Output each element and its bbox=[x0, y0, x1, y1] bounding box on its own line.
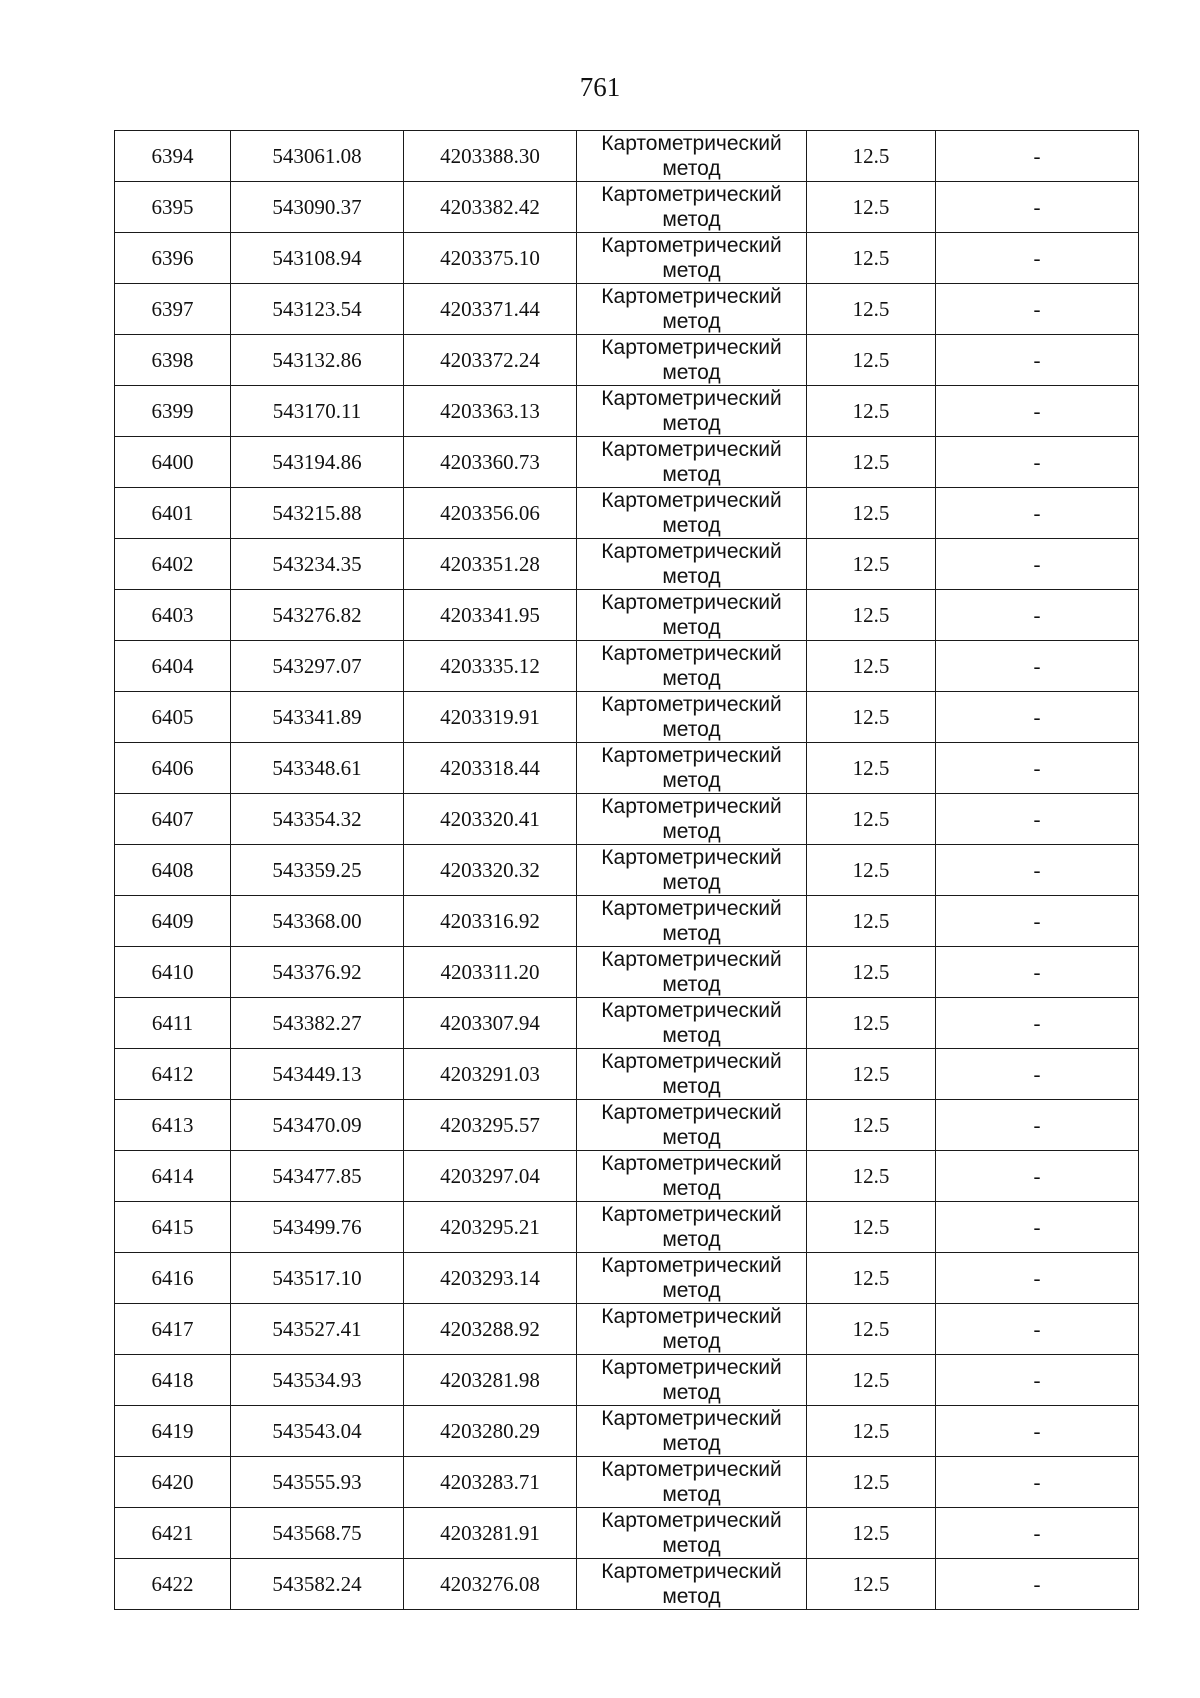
point-number-cell: 6407 bbox=[115, 794, 231, 845]
method-line-2: метод bbox=[662, 1228, 721, 1251]
x-coordinate-cell: 543341.89 bbox=[231, 692, 404, 743]
point-number-cell: 6396 bbox=[115, 233, 231, 284]
table-row bbox=[115, 1100, 1139, 1151]
note-cell: - bbox=[936, 743, 1139, 794]
x-coordinate-cell: 543527.41 bbox=[231, 1304, 404, 1355]
note-cell: - bbox=[936, 1151, 1139, 1202]
note-cell: - bbox=[936, 641, 1139, 692]
method-line-2: метод bbox=[662, 310, 721, 333]
table-row bbox=[115, 845, 1139, 896]
method-line-1: Картометрический bbox=[601, 183, 782, 206]
method-line-2: метод bbox=[662, 1585, 721, 1608]
table-row bbox=[115, 386, 1139, 437]
note-cell: - bbox=[936, 1100, 1139, 1151]
note-cell: - bbox=[936, 284, 1139, 335]
y-coordinate-cell: 4203382.42 bbox=[404, 182, 577, 233]
table-row bbox=[115, 590, 1139, 641]
note-cell: - bbox=[936, 998, 1139, 1049]
note-cell: - bbox=[936, 1355, 1139, 1406]
point-number-cell: 6409 bbox=[115, 896, 231, 947]
method-cell bbox=[577, 182, 807, 233]
table-row bbox=[115, 947, 1139, 998]
method-line-1: Картометрический bbox=[601, 336, 782, 359]
accuracy-cell: 12.5 bbox=[807, 539, 936, 590]
method-line-1: Картометрический bbox=[601, 1356, 782, 1379]
point-number-cell: 6408 bbox=[115, 845, 231, 896]
method-line-2: метод bbox=[662, 1381, 721, 1404]
table-row bbox=[115, 794, 1139, 845]
note-cell: - bbox=[936, 1457, 1139, 1508]
point-number-cell: 6417 bbox=[115, 1304, 231, 1355]
table-row bbox=[115, 182, 1139, 233]
x-coordinate-cell: 543215.88 bbox=[231, 488, 404, 539]
x-coordinate-cell: 543194.86 bbox=[231, 437, 404, 488]
method-line-1: Картометрический bbox=[601, 285, 782, 308]
method-line-1: Картометрический bbox=[601, 1458, 782, 1481]
table-row bbox=[115, 1406, 1139, 1457]
point-number-cell: 6412 bbox=[115, 1049, 231, 1100]
point-number-cell: 6420 bbox=[115, 1457, 231, 1508]
table-row bbox=[115, 896, 1139, 947]
x-coordinate-cell: 543276.82 bbox=[231, 590, 404, 641]
method-cell bbox=[577, 386, 807, 437]
point-number-cell: 6418 bbox=[115, 1355, 231, 1406]
method-cell bbox=[577, 947, 807, 998]
method-line-2: метод bbox=[662, 1483, 721, 1506]
accuracy-cell: 12.5 bbox=[807, 590, 936, 641]
coordinates-table-body bbox=[115, 131, 1139, 1610]
table-row bbox=[115, 1202, 1139, 1253]
x-coordinate-cell: 543170.11 bbox=[231, 386, 404, 437]
y-coordinate-cell: 4203307.94 bbox=[404, 998, 577, 1049]
note-cell: - bbox=[936, 488, 1139, 539]
point-number-cell: 6410 bbox=[115, 947, 231, 998]
table-row bbox=[115, 437, 1139, 488]
point-number-cell: 6402 bbox=[115, 539, 231, 590]
method-cell bbox=[577, 233, 807, 284]
x-coordinate-cell: 543382.27 bbox=[231, 998, 404, 1049]
x-coordinate-cell: 543297.07 bbox=[231, 641, 404, 692]
note-cell: - bbox=[936, 539, 1139, 590]
table-row bbox=[115, 131, 1139, 182]
accuracy-cell: 12.5 bbox=[807, 1406, 936, 1457]
method-cell bbox=[577, 641, 807, 692]
x-coordinate-cell: 543499.76 bbox=[231, 1202, 404, 1253]
accuracy-cell: 12.5 bbox=[807, 641, 936, 692]
method-cell bbox=[577, 1151, 807, 1202]
method-cell bbox=[577, 284, 807, 335]
method-cell bbox=[577, 1355, 807, 1406]
y-coordinate-cell: 4203351.28 bbox=[404, 539, 577, 590]
accuracy-cell: 12.5 bbox=[807, 182, 936, 233]
method-cell bbox=[577, 1457, 807, 1508]
note-cell: - bbox=[936, 845, 1139, 896]
accuracy-cell: 12.5 bbox=[807, 1151, 936, 1202]
note-cell: - bbox=[936, 590, 1139, 641]
accuracy-cell: 12.5 bbox=[807, 1508, 936, 1559]
y-coordinate-cell: 4203372.24 bbox=[404, 335, 577, 386]
method-line-1: Картометрический bbox=[601, 1152, 782, 1175]
x-coordinate-cell: 543132.86 bbox=[231, 335, 404, 386]
table-row bbox=[115, 998, 1139, 1049]
point-number-cell: 6422 bbox=[115, 1559, 231, 1610]
x-coordinate-cell: 543368.00 bbox=[231, 896, 404, 947]
point-number-cell: 6399 bbox=[115, 386, 231, 437]
table-row bbox=[115, 1253, 1139, 1304]
method-line-1: Картометрический bbox=[601, 1050, 782, 1073]
method-line-1: Картометрический bbox=[601, 1101, 782, 1124]
x-coordinate-cell: 543477.85 bbox=[231, 1151, 404, 1202]
accuracy-cell: 12.5 bbox=[807, 896, 936, 947]
method-line-2: метод bbox=[662, 1432, 721, 1455]
y-coordinate-cell: 4203311.20 bbox=[404, 947, 577, 998]
y-coordinate-cell: 4203363.13 bbox=[404, 386, 577, 437]
point-number-cell: 6394 bbox=[115, 131, 231, 182]
method-line-1: Картометрический bbox=[601, 846, 782, 869]
method-line-2: метод bbox=[662, 1279, 721, 1302]
method-line-1: Картометрический bbox=[601, 1509, 782, 1532]
accuracy-cell: 12.5 bbox=[807, 1049, 936, 1100]
table-row bbox=[115, 488, 1139, 539]
note-cell: - bbox=[936, 1508, 1139, 1559]
note-cell: - bbox=[936, 131, 1139, 182]
x-coordinate-cell: 543543.04 bbox=[231, 1406, 404, 1457]
y-coordinate-cell: 4203320.32 bbox=[404, 845, 577, 896]
method-line-1: Картометрический bbox=[601, 132, 782, 155]
y-coordinate-cell: 4203280.29 bbox=[404, 1406, 577, 1457]
y-coordinate-cell: 4203375.10 bbox=[404, 233, 577, 284]
accuracy-cell: 12.5 bbox=[807, 1202, 936, 1253]
method-cell bbox=[577, 743, 807, 794]
accuracy-cell: 12.5 bbox=[807, 1304, 936, 1355]
table-row bbox=[115, 539, 1139, 590]
point-number-cell: 6411 bbox=[115, 998, 231, 1049]
x-coordinate-cell: 543568.75 bbox=[231, 1508, 404, 1559]
method-line-2: метод bbox=[662, 157, 721, 180]
point-number-cell: 6414 bbox=[115, 1151, 231, 1202]
y-coordinate-cell: 4203281.98 bbox=[404, 1355, 577, 1406]
method-line-1: Картометрический bbox=[601, 1254, 782, 1277]
point-number-cell: 6395 bbox=[115, 182, 231, 233]
method-cell bbox=[577, 998, 807, 1049]
accuracy-cell: 12.5 bbox=[807, 386, 936, 437]
note-cell: - bbox=[936, 182, 1139, 233]
x-coordinate-cell: 543376.92 bbox=[231, 947, 404, 998]
note-cell: - bbox=[936, 1253, 1139, 1304]
method-line-1: Картометрический bbox=[601, 642, 782, 665]
y-coordinate-cell: 4203295.57 bbox=[404, 1100, 577, 1151]
method-cell bbox=[577, 1100, 807, 1151]
x-coordinate-cell: 543354.32 bbox=[231, 794, 404, 845]
method-line-1: Картометрический bbox=[601, 999, 782, 1022]
method-line-2: метод bbox=[662, 973, 721, 996]
method-line-2: метод bbox=[662, 565, 721, 588]
point-number-cell: 6416 bbox=[115, 1253, 231, 1304]
method-line-2: метод bbox=[662, 616, 721, 639]
table-row bbox=[115, 1559, 1139, 1610]
accuracy-cell: 12.5 bbox=[807, 335, 936, 386]
table-row bbox=[115, 1151, 1139, 1202]
note-cell: - bbox=[936, 692, 1139, 743]
method-line-2: метод bbox=[662, 208, 721, 231]
method-line-2: метод bbox=[662, 1075, 721, 1098]
method-cell bbox=[577, 1304, 807, 1355]
table-row bbox=[115, 641, 1139, 692]
note-cell: - bbox=[936, 1304, 1139, 1355]
method-line-1: Картометрический bbox=[601, 693, 782, 716]
point-number-cell: 6400 bbox=[115, 437, 231, 488]
method-cell bbox=[577, 1049, 807, 1100]
accuracy-cell: 12.5 bbox=[807, 1457, 936, 1508]
note-cell: - bbox=[936, 794, 1139, 845]
y-coordinate-cell: 4203318.44 bbox=[404, 743, 577, 794]
method-line-1: Картометрический bbox=[601, 1305, 782, 1328]
y-coordinate-cell: 4203293.14 bbox=[404, 1253, 577, 1304]
method-cell bbox=[577, 539, 807, 590]
note-cell: - bbox=[936, 947, 1139, 998]
x-coordinate-cell: 543555.93 bbox=[231, 1457, 404, 1508]
note-cell: - bbox=[936, 896, 1139, 947]
table-row bbox=[115, 1304, 1139, 1355]
method-line-2: метод bbox=[662, 1534, 721, 1557]
note-cell: - bbox=[936, 233, 1139, 284]
table-row bbox=[115, 233, 1139, 284]
x-coordinate-cell: 543090.37 bbox=[231, 182, 404, 233]
y-coordinate-cell: 4203276.08 bbox=[404, 1559, 577, 1610]
method-line-2: метод bbox=[662, 1330, 721, 1353]
accuracy-cell: 12.5 bbox=[807, 1100, 936, 1151]
method-line-2: метод bbox=[662, 361, 721, 384]
method-cell bbox=[577, 845, 807, 896]
coordinates-table bbox=[114, 130, 1139, 1610]
method-line-1: Картометрический bbox=[601, 540, 782, 563]
table-row bbox=[115, 1355, 1139, 1406]
method-line-2: метод bbox=[662, 871, 721, 894]
note-cell: - bbox=[936, 386, 1139, 437]
method-cell bbox=[577, 896, 807, 947]
method-line-1: Картометрический bbox=[601, 438, 782, 461]
method-line-2: метод bbox=[662, 820, 721, 843]
y-coordinate-cell: 4203297.04 bbox=[404, 1151, 577, 1202]
accuracy-cell: 12.5 bbox=[807, 233, 936, 284]
point-number-cell: 6404 bbox=[115, 641, 231, 692]
y-coordinate-cell: 4203288.92 bbox=[404, 1304, 577, 1355]
method-line-2: метод bbox=[662, 922, 721, 945]
method-line-2: метод bbox=[662, 1126, 721, 1149]
point-number-cell: 6421 bbox=[115, 1508, 231, 1559]
note-cell: - bbox=[936, 1406, 1139, 1457]
method-line-2: метод bbox=[662, 1177, 721, 1200]
note-cell: - bbox=[936, 437, 1139, 488]
point-number-cell: 6415 bbox=[115, 1202, 231, 1253]
x-coordinate-cell: 543582.24 bbox=[231, 1559, 404, 1610]
table-row bbox=[115, 692, 1139, 743]
accuracy-cell: 12.5 bbox=[807, 794, 936, 845]
method-cell bbox=[577, 692, 807, 743]
y-coordinate-cell: 4203335.12 bbox=[404, 641, 577, 692]
y-coordinate-cell: 4203291.03 bbox=[404, 1049, 577, 1100]
y-coordinate-cell: 4203360.73 bbox=[404, 437, 577, 488]
x-coordinate-cell: 543359.25 bbox=[231, 845, 404, 896]
accuracy-cell: 12.5 bbox=[807, 743, 936, 794]
accuracy-cell: 12.5 bbox=[807, 1355, 936, 1406]
point-number-cell: 6397 bbox=[115, 284, 231, 335]
point-number-cell: 6413 bbox=[115, 1100, 231, 1151]
x-coordinate-cell: 543123.54 bbox=[231, 284, 404, 335]
method-cell bbox=[577, 794, 807, 845]
method-line-1: Картометрический bbox=[601, 1560, 782, 1583]
x-coordinate-cell: 543108.94 bbox=[231, 233, 404, 284]
y-coordinate-cell: 4203283.71 bbox=[404, 1457, 577, 1508]
point-number-cell: 6398 bbox=[115, 335, 231, 386]
table-row bbox=[115, 1049, 1139, 1100]
y-coordinate-cell: 4203320.41 bbox=[404, 794, 577, 845]
point-number-cell: 6419 bbox=[115, 1406, 231, 1457]
accuracy-cell: 12.5 bbox=[807, 437, 936, 488]
y-coordinate-cell: 4203319.91 bbox=[404, 692, 577, 743]
method-line-2: метод bbox=[662, 1024, 721, 1047]
table-row bbox=[115, 743, 1139, 794]
x-coordinate-cell: 543534.93 bbox=[231, 1355, 404, 1406]
method-cell bbox=[577, 437, 807, 488]
accuracy-cell: 12.5 bbox=[807, 488, 936, 539]
method-line-2: метод bbox=[662, 718, 721, 741]
y-coordinate-cell: 4203341.95 bbox=[404, 590, 577, 641]
method-cell bbox=[577, 1202, 807, 1253]
method-line-2: метод bbox=[662, 667, 721, 690]
page-number: 761 bbox=[579, 72, 621, 102]
accuracy-cell: 12.5 bbox=[807, 947, 936, 998]
table-row bbox=[115, 1508, 1139, 1559]
method-line-1: Картометрический bbox=[601, 744, 782, 767]
method-line-2: метод bbox=[662, 259, 721, 282]
x-coordinate-cell: 543449.13 bbox=[231, 1049, 404, 1100]
method-cell bbox=[577, 131, 807, 182]
x-coordinate-cell: 543061.08 bbox=[231, 131, 404, 182]
note-cell: - bbox=[936, 1049, 1139, 1100]
method-cell bbox=[577, 1508, 807, 1559]
accuracy-cell: 12.5 bbox=[807, 1253, 936, 1304]
method-cell bbox=[577, 1559, 807, 1610]
method-line-1: Картометрический bbox=[601, 948, 782, 971]
method-line-1: Картометрический bbox=[601, 1203, 782, 1226]
method-cell bbox=[577, 1406, 807, 1457]
method-line-2: метод bbox=[662, 463, 721, 486]
method-cell bbox=[577, 335, 807, 386]
method-line-1: Картометрический bbox=[601, 591, 782, 614]
accuracy-cell: 12.5 bbox=[807, 692, 936, 743]
y-coordinate-cell: 4203316.92 bbox=[404, 896, 577, 947]
y-coordinate-cell: 4203356.06 bbox=[404, 488, 577, 539]
accuracy-cell: 12.5 bbox=[807, 998, 936, 1049]
y-coordinate-cell: 4203295.21 bbox=[404, 1202, 577, 1253]
method-line-2: метод bbox=[662, 514, 721, 537]
method-line-1: Картометрический bbox=[601, 897, 782, 920]
y-coordinate-cell: 4203281.91 bbox=[404, 1508, 577, 1559]
point-number-cell: 6401 bbox=[115, 488, 231, 539]
accuracy-cell: 12.5 bbox=[807, 284, 936, 335]
y-coordinate-cell: 4203388.30 bbox=[404, 131, 577, 182]
method-line-2: метод bbox=[662, 412, 721, 435]
note-cell: - bbox=[936, 1559, 1139, 1610]
method-line-1: Картометрический bbox=[601, 489, 782, 512]
x-coordinate-cell: 543234.35 bbox=[231, 539, 404, 590]
accuracy-cell: 12.5 bbox=[807, 1559, 936, 1610]
method-cell bbox=[577, 590, 807, 641]
table-row bbox=[115, 1457, 1139, 1508]
method-line-2: метод bbox=[662, 769, 721, 792]
accuracy-cell: 12.5 bbox=[807, 845, 936, 896]
method-line-1: Картометрический bbox=[601, 234, 782, 257]
y-coordinate-cell: 4203371.44 bbox=[404, 284, 577, 335]
method-cell bbox=[577, 488, 807, 539]
x-coordinate-cell: 543470.09 bbox=[231, 1100, 404, 1151]
point-number-cell: 6403 bbox=[115, 590, 231, 641]
method-line-1: Картометрический bbox=[601, 795, 782, 818]
method-line-1: Картометрический bbox=[601, 1407, 782, 1430]
point-number-cell: 6406 bbox=[115, 743, 231, 794]
table-row bbox=[115, 335, 1139, 386]
point-number-cell: 6405 bbox=[115, 692, 231, 743]
method-line-1: Картометрический bbox=[601, 387, 782, 410]
x-coordinate-cell: 543348.61 bbox=[231, 743, 404, 794]
x-coordinate-cell: 543517.10 bbox=[231, 1253, 404, 1304]
note-cell: - bbox=[936, 335, 1139, 386]
note-cell: - bbox=[936, 1202, 1139, 1253]
method-cell bbox=[577, 1253, 807, 1304]
accuracy-cell: 12.5 bbox=[807, 131, 936, 182]
table-row bbox=[115, 284, 1139, 335]
